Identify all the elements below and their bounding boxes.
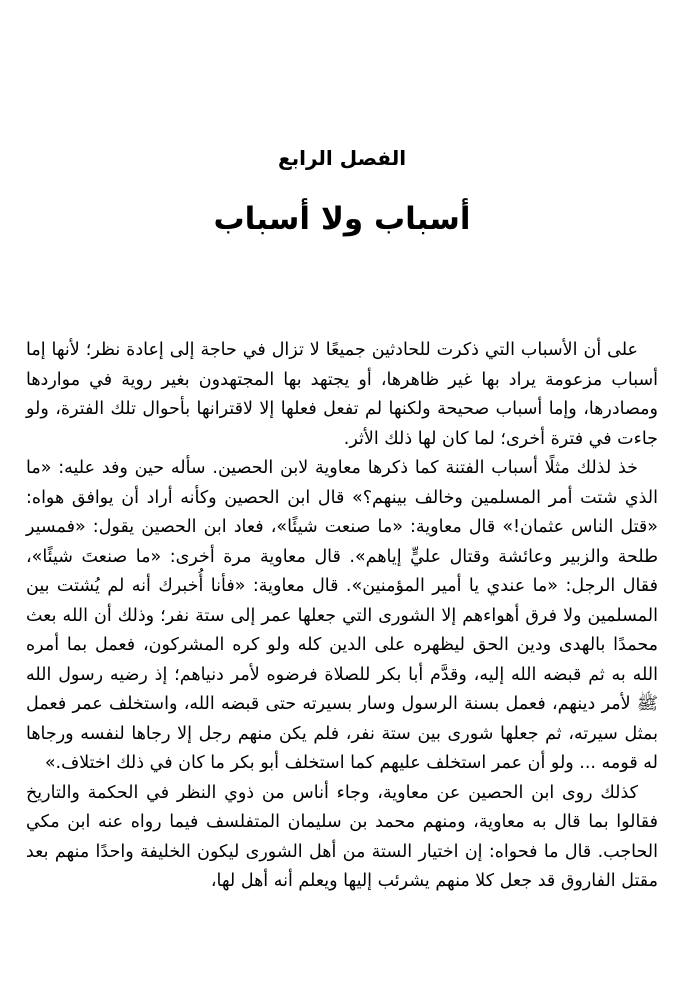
paragraph-1: على أن الأسباب التي ذكرت للحادثين جميعًا لا تزال في حاجة إلى إعادة نظر؛ لأنها إما أسباب مزعومة يراد بها غير ظاهرها، أو يجتهد بها المجتهدون بغير روية في مواردها ومصادرها، وإما أسباب صحيحة ولكنها لم تفعل فعلها إلا لاقترانها بأحوال تلك الفترة، ولو جاءت في فترة أخرى؛ لما كان لها ذلك الأثر. bbox=[26, 340, 658, 449]
chapter-title: أسباب ولا أسباب bbox=[213, 201, 471, 237]
paragraph-3: كذلك روى ابن الحصين عن معاوية، وجاء أناس من ذوي النظر في الحكمة والتاريخ فقالوا بما قال به معاوية، ومنهم محمد بن سليمان المتفلسف فيما رواه عنه ابن مكي الحاجب. قال ما فحواه: إن اختيار الستة من أهل الشورى ليكون الخليفة واحدًا منهم بعد مقتل الفاروق قد جعل كلا منهم يشرئب إليها ويعلم أنه أهل لها، bbox=[26, 782, 658, 891]
body-text bbox=[26, 336, 658, 897]
chapter-heading: الفصل الرابع bbox=[277, 146, 407, 170]
paragraph-2: خذ لذلك مثلًا أسباب الفتنة كما ذكرها معاوية لابن الحصين. سأله حين وفد عليه: «ما الذي شتت أمر المسلمين وخالف بينهم؟» قال ابن الحصين وكأنه أراد أن يوافق هواه: «قتل الناس عثمان!» قال معاوية: «ما صنعت شيئًا»، فعاد ابن الحصين يقول: «فمسير طلحة والزبير وعائشة وقتال عليٍّ إياهم». قال معاوية مرة أخرى: «ما صنعتَ شيئًا»، فقال الرجل: «ما عندي يا أمير المؤمنين». قال معاوية: «فأنا أُخبرك أنه لم يُشتت بين المسلمين ولا فرق أهواءهم إلا الشورى التي جعلها عمر إلى ستة نفر؛ وذلك أن الله بعث محمدًا بالهدى ودين الحق ليظهره على الدين كله ولو كره المشركون، فعمل بما أمره الله به ثم قبضه الله إليه، وقدَّم أبا بكر للصلاة فرضوه لأمر دنياهم؛ إذ رضيه رسول الله ﷺ لأمر دينهم، فعمل بسنة الرسول وسار بسيرته حتى قبضه الله، واستخلف عمر فعمل بمثل سيرته، ثم جعلها شورى بين ستة نفر، فلم يكن منهم رجل إلا رجاها لنفسه ورجاها له قومه ... ولو أن عمر استخلف عليهم كما استخلف أبو بكر ما كان في ذلك اختلاف.» bbox=[26, 458, 658, 773]
